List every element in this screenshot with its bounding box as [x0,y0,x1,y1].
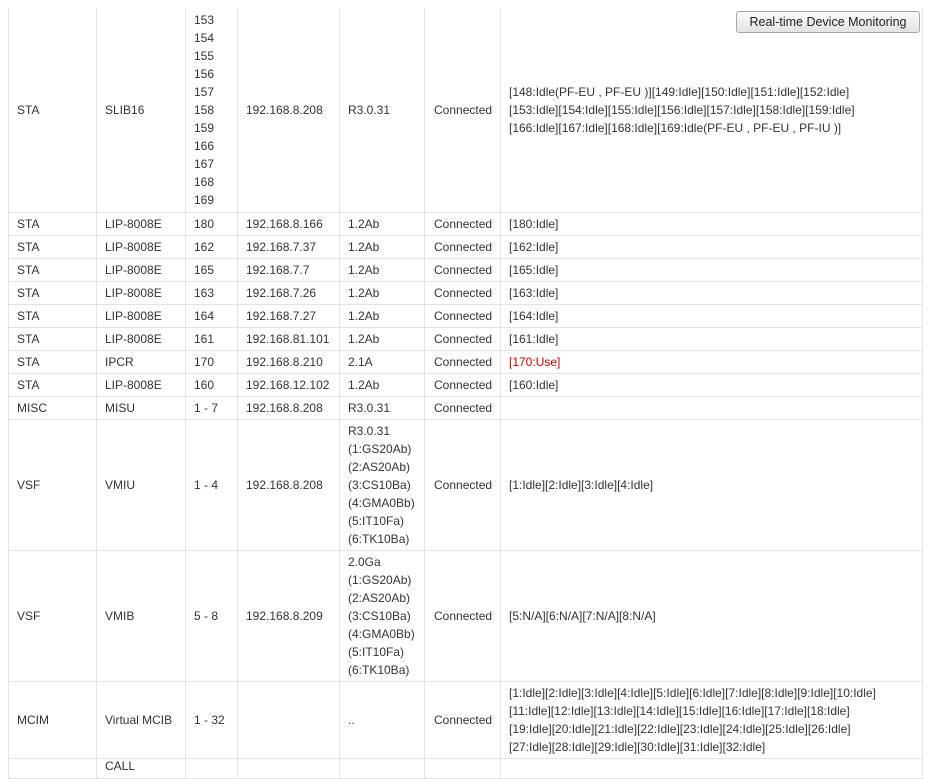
ip-address-cell: 192.168.8.210 [238,350,340,373]
device-name-cell: LIP-8008E [97,212,186,235]
port-status-detail-cell: [162:Idle] [501,235,923,258]
connection-status-cell [425,758,501,778]
ip-address-cell: 192.168.8.208 [238,8,340,212]
realtime-device-monitoring-button[interactable]: Real-time Device Monitoring [736,11,920,33]
ip-address-cell: 192.168.8.208 [238,396,340,419]
ip-address-cell: 192.168.8.208 [238,419,340,550]
device-type-cell: STA [9,235,97,258]
port-range-cell: 1 - 32 [186,681,238,758]
device-row [9,235,923,258]
port-status-detail-cell: [161:Idle] [501,327,923,350]
version-cell: 1.2Ab [340,327,425,350]
version-cell: 1.2Ab [340,212,425,235]
device-row [9,212,923,235]
device-name-cell: LIP-8008E [97,258,186,281]
port-status-detail-cell: [180:Idle] [501,212,923,235]
device-row [9,350,923,373]
ip-address-cell [238,758,340,778]
connection-status-cell: Connected [425,550,501,681]
connection-status-cell: Connected [425,235,501,258]
port-status-detail-cell [501,758,923,778]
connection-status-cell: Connected [425,327,501,350]
version-cell: R3.0.31 (1:GS20Ab) (2:AS20Ab) (3:CS10Ba) (4:GMA0Bb) (5:IT10Fa) (6:TK10Ba) [340,419,425,550]
ip-address-cell: 192.168.81.101 [238,327,340,350]
device-type-cell: STA [9,212,97,235]
device-row [9,258,923,281]
port-range-cell: 164 [186,304,238,327]
version-cell: 1.2Ab [340,258,425,281]
port-range-cell: 153 154 155 156 157 158 159 166 167 168 169 [186,8,238,212]
device-type-cell: VSF [9,550,97,681]
device-name-cell: Virtual MCIB [97,681,186,758]
device-name-cell: CALL [97,758,186,778]
port-range-cell [186,758,238,778]
port-range-cell: 1 - 7 [186,396,238,419]
version-cell: 1.2Ab [340,304,425,327]
device-type-cell: STA [9,350,97,373]
device-row [9,550,923,681]
ip-address-cell: 192.168.7.27 [238,304,340,327]
port-range-cell: 1 - 4 [186,419,238,550]
connection-status-cell: Connected [425,396,501,419]
device-type-cell: STA [9,327,97,350]
device-name-cell: LIP-8008E [97,327,186,350]
device-row [9,327,923,350]
port-range-cell: 165 [186,258,238,281]
device-type-cell: STA [9,258,97,281]
device-name-cell: LIP-8008E [97,281,186,304]
device-type-cell: VSF [9,419,97,550]
connection-status-cell: Connected [425,212,501,235]
version-cell: R3.0.31 [340,8,425,212]
device-row [9,396,923,419]
device-row [9,419,923,550]
version-cell: .. [340,681,425,758]
port-range-cell: 163 [186,281,238,304]
device-name-cell: VMIB [97,550,186,681]
port-status-detail-cell: [1:Idle][2:Idle][3:Idle][4:Idle][5:Idle][6:Idle][7:Idle][8:Idle][9:Idle][10:Idle] [11:Idle][12:Idle][13:Idle][14:Idle][15:Idle][16:Idle][17:Idle][18:Idle] [19:Idle][20:Idle][21:Idle][22:Idle][23:Idle][24:Idle][25:Idle][26:Idle] [27:Idle][28:Idle][29:Idle][30:Idle][31:Idle][32:Idle] [501,681,923,758]
port-range-cell: 170 [186,350,238,373]
device-name-cell: LIP-8008E [97,235,186,258]
device-type-cell [9,758,97,778]
version-cell: 1.2Ab [340,373,425,396]
device-type-cell: STA [9,373,97,396]
device-row [9,681,923,758]
port-status-detail-cell: [160:Idle] [501,373,923,396]
device-table-body [9,8,923,778]
device-row [9,281,923,304]
port-range-cell: 160 [186,373,238,396]
device-type-cell: STA [9,304,97,327]
device-name-cell: LIP-8008E [97,373,186,396]
port-status-detail-cell: [163:Idle] [501,281,923,304]
port-range-cell: 5 - 8 [186,550,238,681]
connection-status-cell: Connected [425,304,501,327]
device-type-cell: STA [9,281,97,304]
connection-status-cell: Connected [425,681,501,758]
version-cell: R3.0.31 [340,396,425,419]
port-status-detail-cell: [164:Idle] [501,304,923,327]
connection-status-cell: Connected [425,419,501,550]
device-name-cell: VMIU [97,419,186,550]
device-name-cell: MISU [97,396,186,419]
port-range-cell: 161 [186,327,238,350]
connection-status-cell: Connected [425,258,501,281]
port-status-detail-cell: [170:Use] [501,350,923,373]
port-status-detail-cell: [5:N/A][6:N/A][7:N/A][8:N/A] [501,550,923,681]
connection-status-cell: Connected [425,281,501,304]
device-type-cell: STA [9,8,97,212]
device-name-cell: IPCR [97,350,186,373]
version-cell: 2.0Ga (1:GS20Ab) (2:AS20Ab) (3:CS10Ba) (4:GMA0Bb) (5:IT10Fa) (6:TK10Ba) [340,550,425,681]
ip-address-cell: 192.168.12.102 [238,373,340,396]
port-range-cell: 162 [186,235,238,258]
device-row [9,373,923,396]
ip-address-cell: 192.168.7.26 [238,281,340,304]
device-name-cell: SLIB16 [97,8,186,212]
device-row [9,758,923,778]
device-row [9,304,923,327]
connection-status-cell: Connected [425,350,501,373]
connection-status-cell: Connected [425,8,501,212]
port-status-detail-cell: [165:Idle] [501,258,923,281]
connection-status-cell: Connected [425,373,501,396]
ip-address-cell: 192.168.8.209 [238,550,340,681]
port-range-cell: 180 [186,212,238,235]
port-status-detail-cell: [1:Idle][2:Idle][3:Idle][4:Idle] [501,419,923,550]
device-row [9,8,923,212]
port-status-detail-cell: [148:Idle(PF-EU , PF-EU )][149:Idle][150:Idle][151:Idle][152:Idle] [153:Idle][154:Idle][155:Idle][156:Idle][157:Idle][158:Idle][159:Idle] [166:Idle][167:Idle][168:Idle][169:Idle(PF-EU , PF-EU , PF-IU )] [501,8,923,212]
ip-address-cell: 192.168.8.166 [238,212,340,235]
ip-address-cell: 192.168.7.37 [238,235,340,258]
ip-address-cell [238,681,340,758]
ip-address-cell: 192.168.7.7 [238,258,340,281]
version-cell: 2.1A [340,350,425,373]
version-cell: 1.2Ab [340,281,425,304]
version-cell: 1.2Ab [340,235,425,258]
device-status-table [8,8,923,779]
device-type-cell: MCIM [9,681,97,758]
version-cell [340,758,425,778]
port-status-detail-cell [501,396,923,419]
device-name-cell: LIP-8008E [97,304,186,327]
device-type-cell: MISC [9,396,97,419]
